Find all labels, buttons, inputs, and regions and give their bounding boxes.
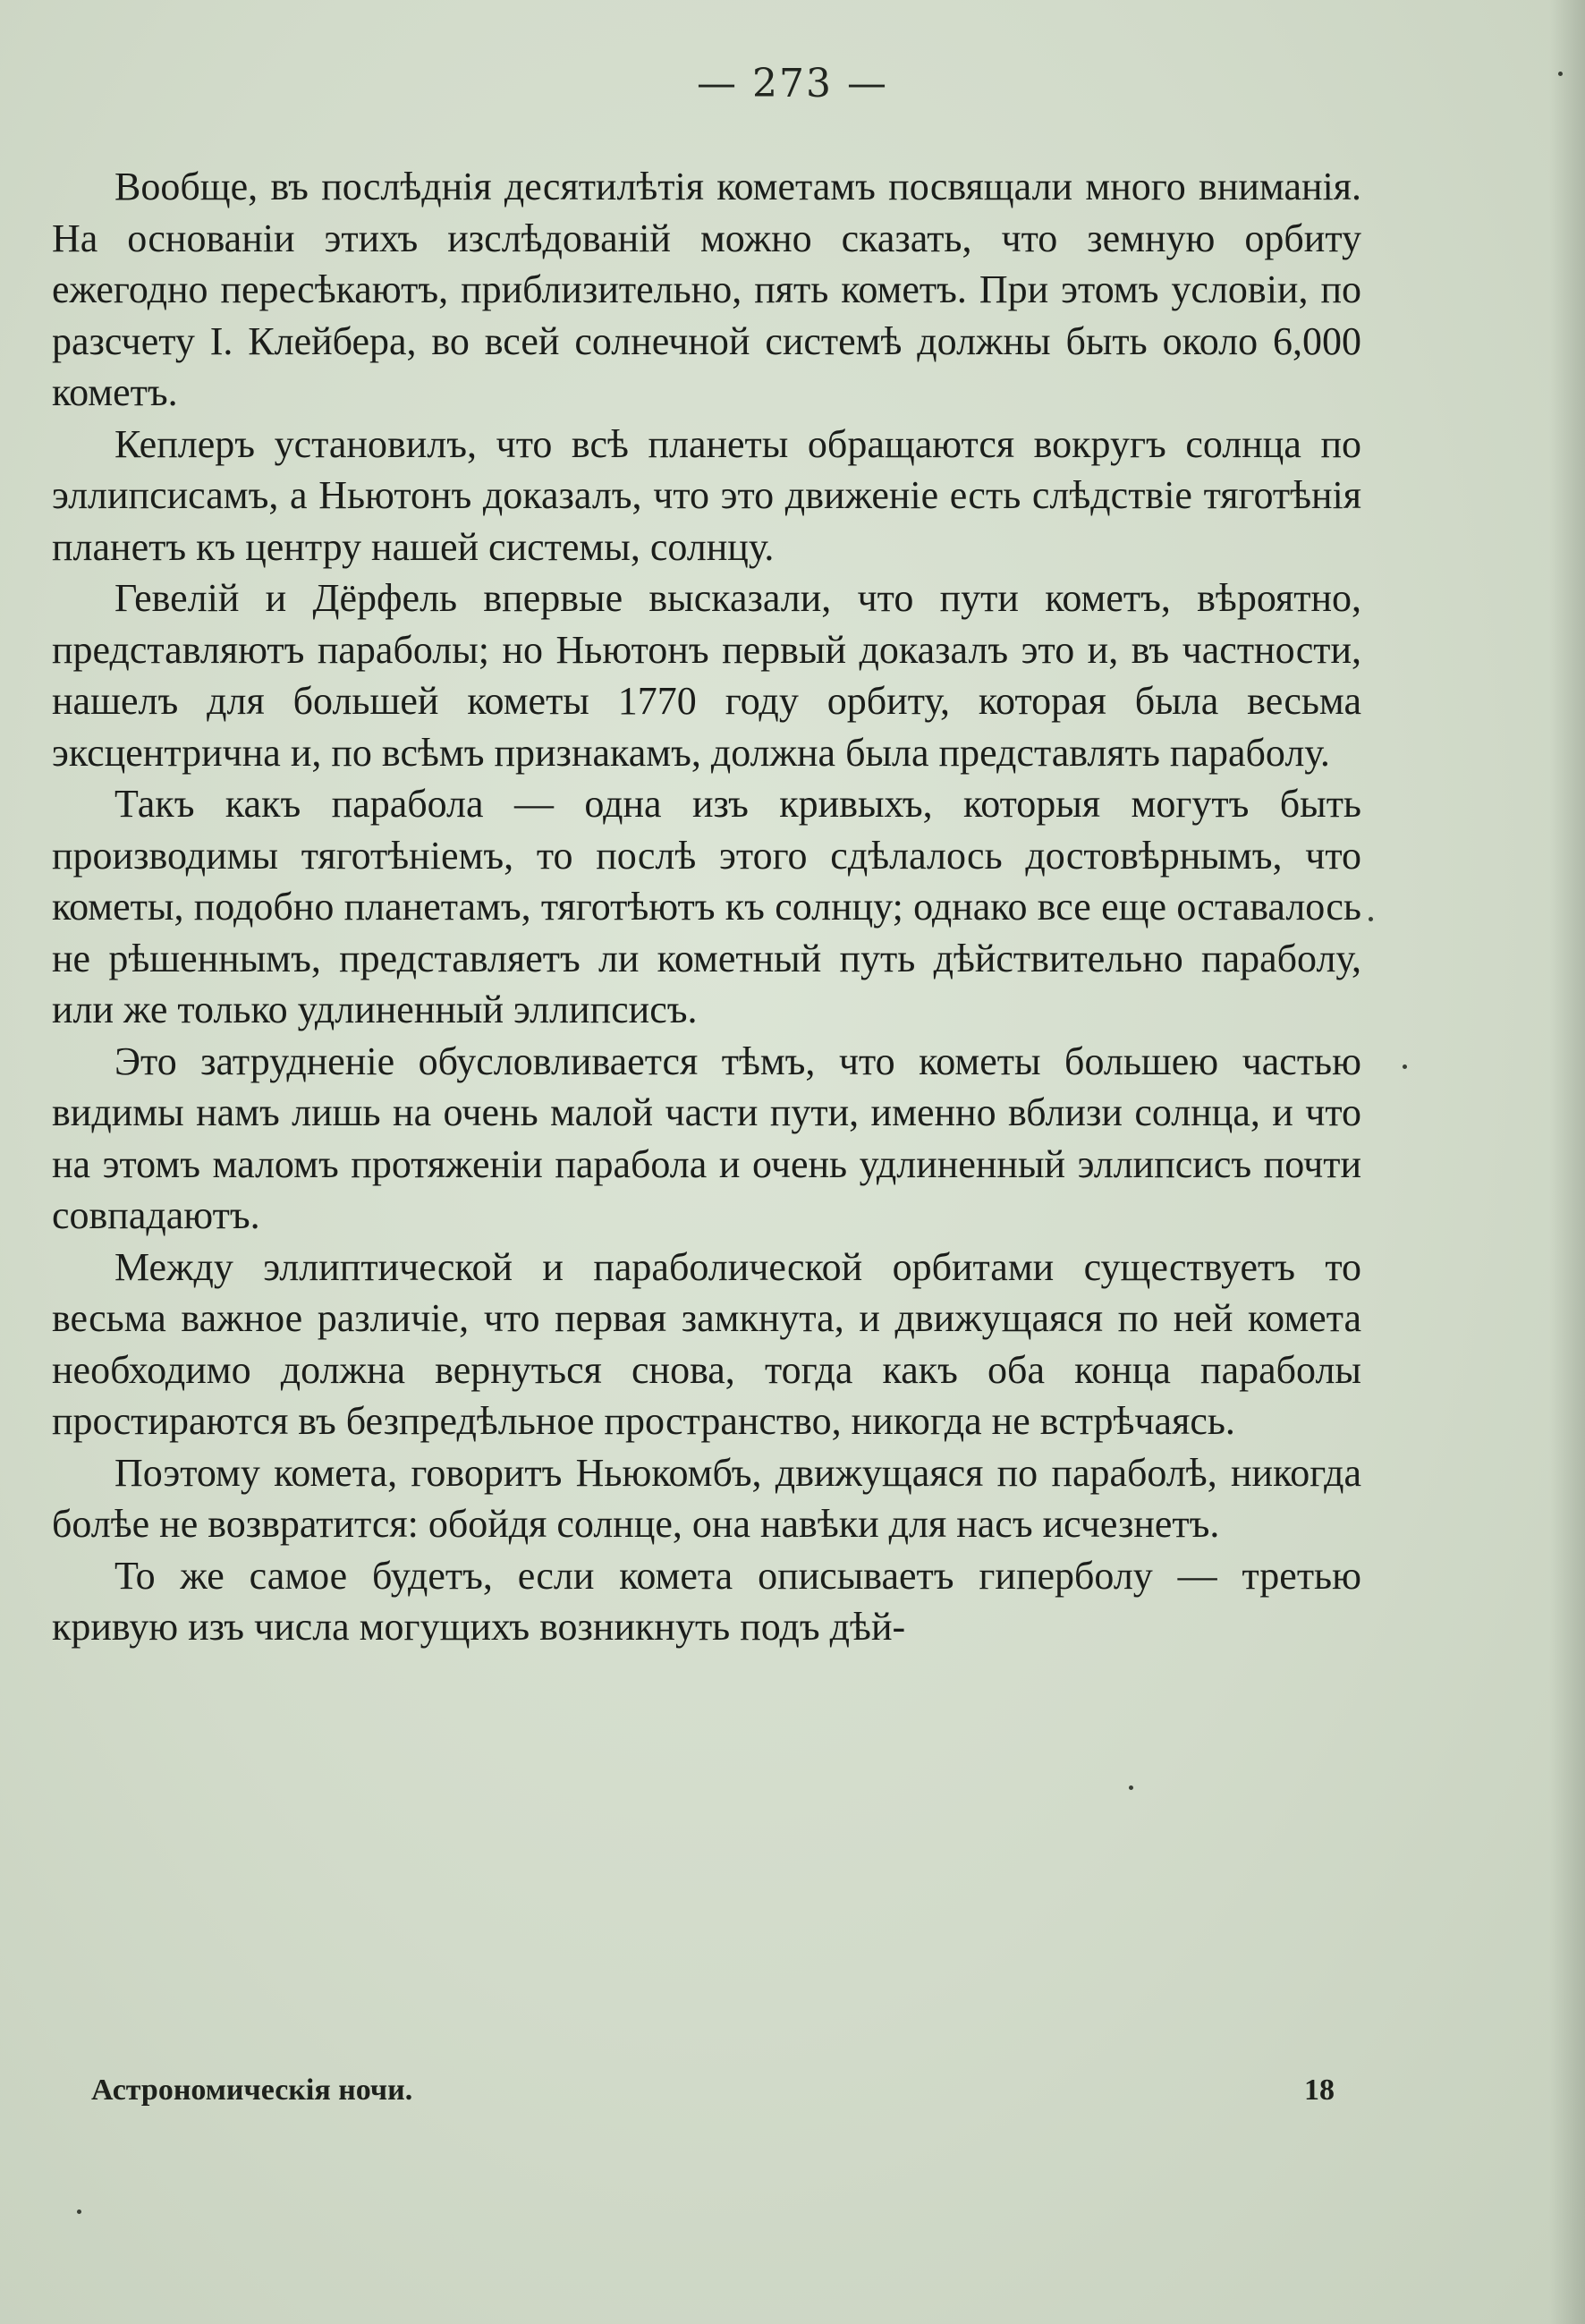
paper-speck [1403, 1064, 1407, 1069]
paper-speck [1369, 917, 1373, 921]
paragraph: Такъ какъ парабола — одна изъ кривыхъ, которыя могутъ быть производимы тяготѣніемъ, то послѣ этого сдѣлалось достовѣрнымъ, что кометы, подобно планетамъ, тяготѣютъ къ солнцу; однако все еще оставалось не рѣшеннымъ, представляетъ ли кометный путь дѣйствительно параболу, или же только удлиненный эллипсисъ. [52, 782, 1361, 1031]
paper-speck [1558, 72, 1563, 76]
running-title: Астрономическія ночи. [91, 2074, 413, 2107]
paragraph: Гевелій и Дёрфель впервые высказали, что пути кометъ, вѣроятно, представляютъ параболы; но Ньютонъ первый доказалъ это и, въ частности, нашелъ для большей кометы 1770 году орбиту, которая была весьма эксцентрична и, по всѣмъ признакамъ, должна была представлять параболу. [52, 576, 1361, 775]
paper-speck [1129, 1785, 1133, 1790]
paper-speck [77, 2209, 81, 2214]
body-text [52, 161, 1361, 1653]
page-number: — 273 — [697, 61, 888, 106]
paragraph: Это затрудненіе обусловливается тѣмъ, что кометы большею частью видимы намъ лишь на очень малой части пути, именно вблизи солнца, и что на этомъ маломъ протяженіи парабола и очень удлиненный эллипсисъ почти совпадаютъ. [52, 1039, 1361, 1237]
paragraph: То же самое будетъ, если комета описываетъ гиперболу — третью кривую изъ числа могущихъ возникнуть подъ дѣй- [52, 1553, 1361, 1649]
signature-mark: 18 [1304, 2074, 1335, 2107]
paragraph: Кеплеръ установилъ, что всѣ планеты обращаются вокругъ солнца по эллипсисамъ, а Ньютонъ доказалъ, что это движеніе есть слѣдствіе тяготѣнія планетъ къ центру нашей системы, солнцу. [52, 421, 1361, 569]
paragraph: Вообще, въ послѣднія десятилѣтія кометамъ посвящали много вниманія. На основаніи этихъ изслѣдованій можно сказать, что земную орбиту ежегодно пересѣкаютъ, приблизительно, пять кометъ. При этомъ условіи, по разсчету I. Клейбера, во всей солнечной системѣ должны быть около 6,000 кометъ. [52, 165, 1361, 414]
paragraph: Между эллиптической и параболической орбитами существуетъ то весьма важное различіе, что первая замкнута, и движущаяся по ней комета необходимо должна вернуться снова, тогда какъ оба конца параболы простираются въ безпредѣльное пространство, никогда не встрѣчаясь. [52, 1244, 1361, 1443]
paragraph: Поэтому комета, говоритъ Ньюкомбъ, движущаяся по параболѣ, никогда болѣе не возвратится: обойдя солнце, она навѣки для насъ исчезнетъ. [52, 1450, 1361, 1546]
